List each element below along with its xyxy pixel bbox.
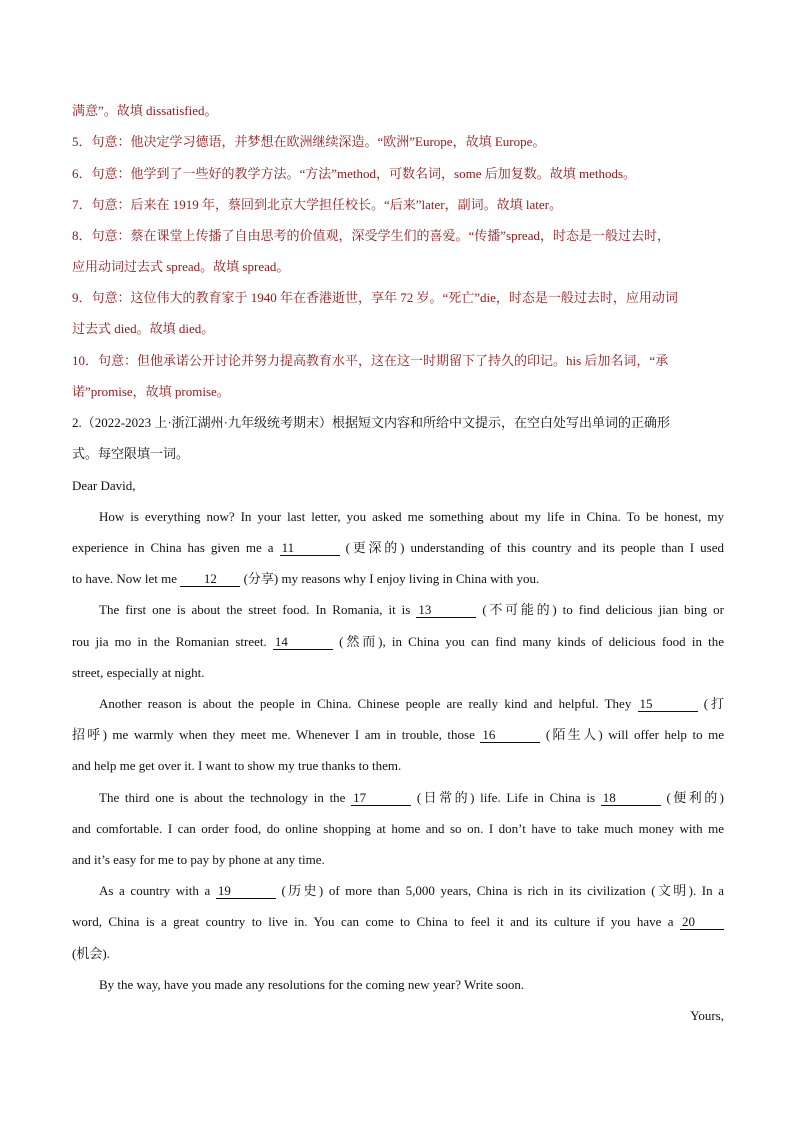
question-stem: 式。每空限填一词。 [72,446,190,461]
blank-14[interactable]: 14 [273,635,333,650]
answer-line: 5．句意：他决定学习德语，并梦想在欧洲继续深造。“欧洲”Europe，故填 Europe。 [72,134,546,149]
letter-paragraph-line: 招呼) me warmly when they meet me. Whenever I am in trouble, those 16 (陌生人) will offer help to me [72,727,724,742]
question-stem: 2.（2022-2023 上·浙江湖州·九年级统考期末）根据短文内容和所给中文提示，在空白处写出单词的正确形 [72,415,670,430]
letter-paragraph-line: and help me get over it. I want to show my true thanks to them. [72,758,402,773]
blank-20[interactable]: 20 [680,915,724,930]
letter-paragraph-line: and it’s easy for me to pay by phone at any time. [72,852,325,867]
blank-19[interactable]: 19 [216,884,276,899]
answer-line: 过去式 died。故填 died。 [72,321,215,336]
blank-18[interactable]: 18 [601,791,661,806]
letter-paragraph-line: experience in China has given me a 11 (更深的) understanding of this country and its people than I used [72,540,724,555]
answer-line: 9．句意：这位伟大的教育家于 1940 年在香港逝世，享年 72 岁。“死亡”die，时态是一般过去时，应用动词 [72,290,678,305]
blank-16[interactable]: 16 [480,728,540,743]
answer-line: 6．句意：他学到了一些好的教学方法。“方法”method，可数名词，some 后加复数。故填 methods。 [72,166,637,181]
letter-paragraph-line: The third one is about the technology in the 17 (日常的) life. Life in China is 18 (便利的) [99,790,724,805]
letter-paragraph-line: street, especially at night. [72,665,205,680]
letter-paragraph-line: to have. Now let me 12 (分享) my reasons why I enjoy living in China with you. [72,571,540,586]
answer-line: 应用动词过去式 spread。故填 spread。 [72,259,290,274]
letter-paragraph-line: How is everything now? In your last letter, you asked me something about my life in China. To be honest, my [99,509,724,524]
letter-paragraph-line: word, China is a great country to live in. You can come to China to feel it and its culture if you have a 20 [72,914,724,930]
letter-paragraph-line: As a country with a 19 (历史) of more than 5,000 years, China is rich in its civilization (文明). In a [99,883,725,898]
letter-paragraph-line: (机会). [72,946,110,961]
answer-line: 10．句意：但他承诺公开讨论并努力提高教育水平，这在这一时期留下了持久的印记。his 后加名词，“承 [72,353,669,368]
letter-greeting: Dear David, [72,478,136,493]
answer-line: 诺”promise，故填 promise。 [72,384,230,399]
letter-paragraph-line: By the way, have you made any resolutions for the coming new year? Write soon. [99,977,525,992]
blank-13[interactable]: 13 [416,603,476,618]
blank-15[interactable]: 15 [638,697,698,712]
letter-paragraph-line: rou jia mo in the Romanian street. 14 (然而), in China you can find many kinds of delicious food in the [72,634,724,649]
blank-11[interactable]: 11 [280,541,340,556]
blank-17[interactable]: 17 [351,791,411,806]
answer-line: 满意”。故填 dissatisfied。 [72,103,218,118]
letter-paragraph-line: The first one is about the street food. In Romania, it is 13 (不可能的) to find delicious jian bing or [99,602,724,617]
answer-line: 7．句意：后来在 1919 年，蔡回到北京大学担任校长。“后来”later，副词。故填 later。 [72,197,562,212]
blank-12[interactable]: 12 [180,572,240,587]
answer-line: 8．句意：蔡在课堂上传播了自由思考的价值观，深受学生们的喜爱。“传播”spread，时态是一般过去时， [72,228,670,243]
letter-paragraph-line: and comfortable. I can order food, do online shopping at home and so on. I don’t have to take much money with me [72,821,724,836]
letter-paragraph-line: Another reason is about the people in China. Chinese people are really kind and helpful. They 15 (打 [99,696,724,711]
letter-closing: Yours, [690,1008,724,1023]
